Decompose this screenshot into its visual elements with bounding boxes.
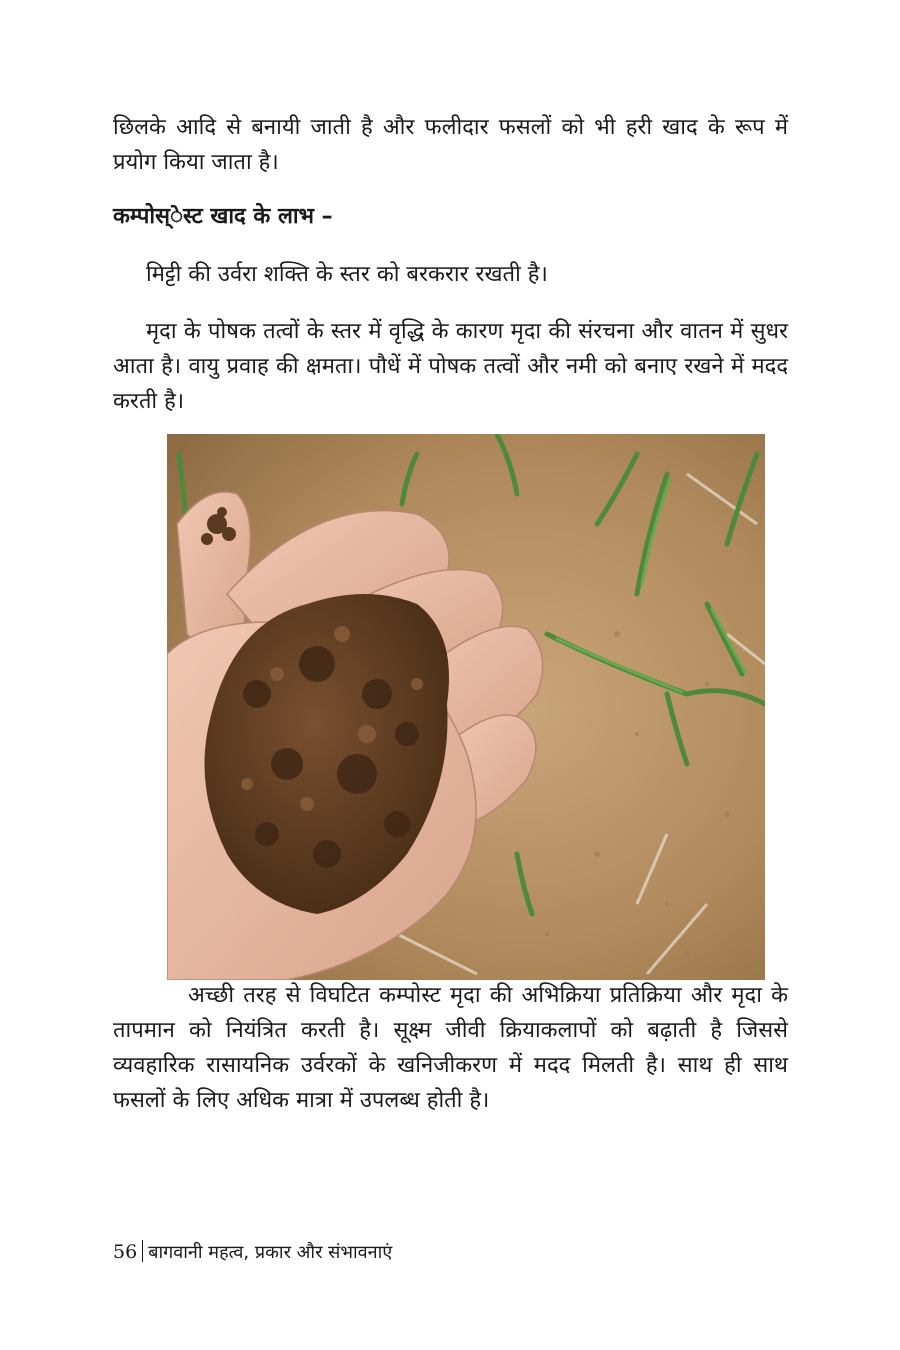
footer-separator	[142, 1240, 143, 1262]
paragraph-soil-fertility: मिट्टी की उर्वरा शक्ति के स्तर को बरकरार रखती है।	[146, 262, 548, 287]
section-heading-compost-benefits: कम्पोस्ेस्ट खाद के लाभ –	[113, 204, 333, 229]
paragraph-soil-structure: मृदा के पोषक तत्वों के स्तर में वृद्धि के कारण मृदा की संरचना और वातन में सुधर आता है। वायु प्रवाह की क्षमता। पौधें में पोषक तत्वों और नमी को बनाए रखने में मदद करती है।	[113, 319, 788, 414]
photo-illustration	[167, 434, 765, 980]
paragraph-compost-decomposition: अच्छी तरह से विघटित कम्पोस्ट मृदा की अभिक्रिया प्रतिक्रिया और मृदा के तापमान को नियंत्रित करती है। सूक्ष्म जीवी क्रियाकलापों को बढ़ाती है जिससे व्यवहारिक रासायनिक उर्वरकों के खनिजीकरण में मदद मिलती है। साथ ही साथ फसलों के लिए अधिक मात्रा में उपलब्ध होती है।	[113, 983, 788, 1113]
page-number: 56	[113, 1241, 138, 1263]
book-title: बागवानी महत्व, प्रकार और संभावनाएं	[148, 1242, 393, 1263]
page-footer	[113, 1240, 392, 1264]
compost-in-hand-photo	[167, 434, 765, 980]
paragraph-green-manure: छिलके आदि से बनायी जाती है और फलीदार फसलों को भी हरी खाद के रूप में प्रयोग किया जाता है।	[113, 115, 788, 175]
